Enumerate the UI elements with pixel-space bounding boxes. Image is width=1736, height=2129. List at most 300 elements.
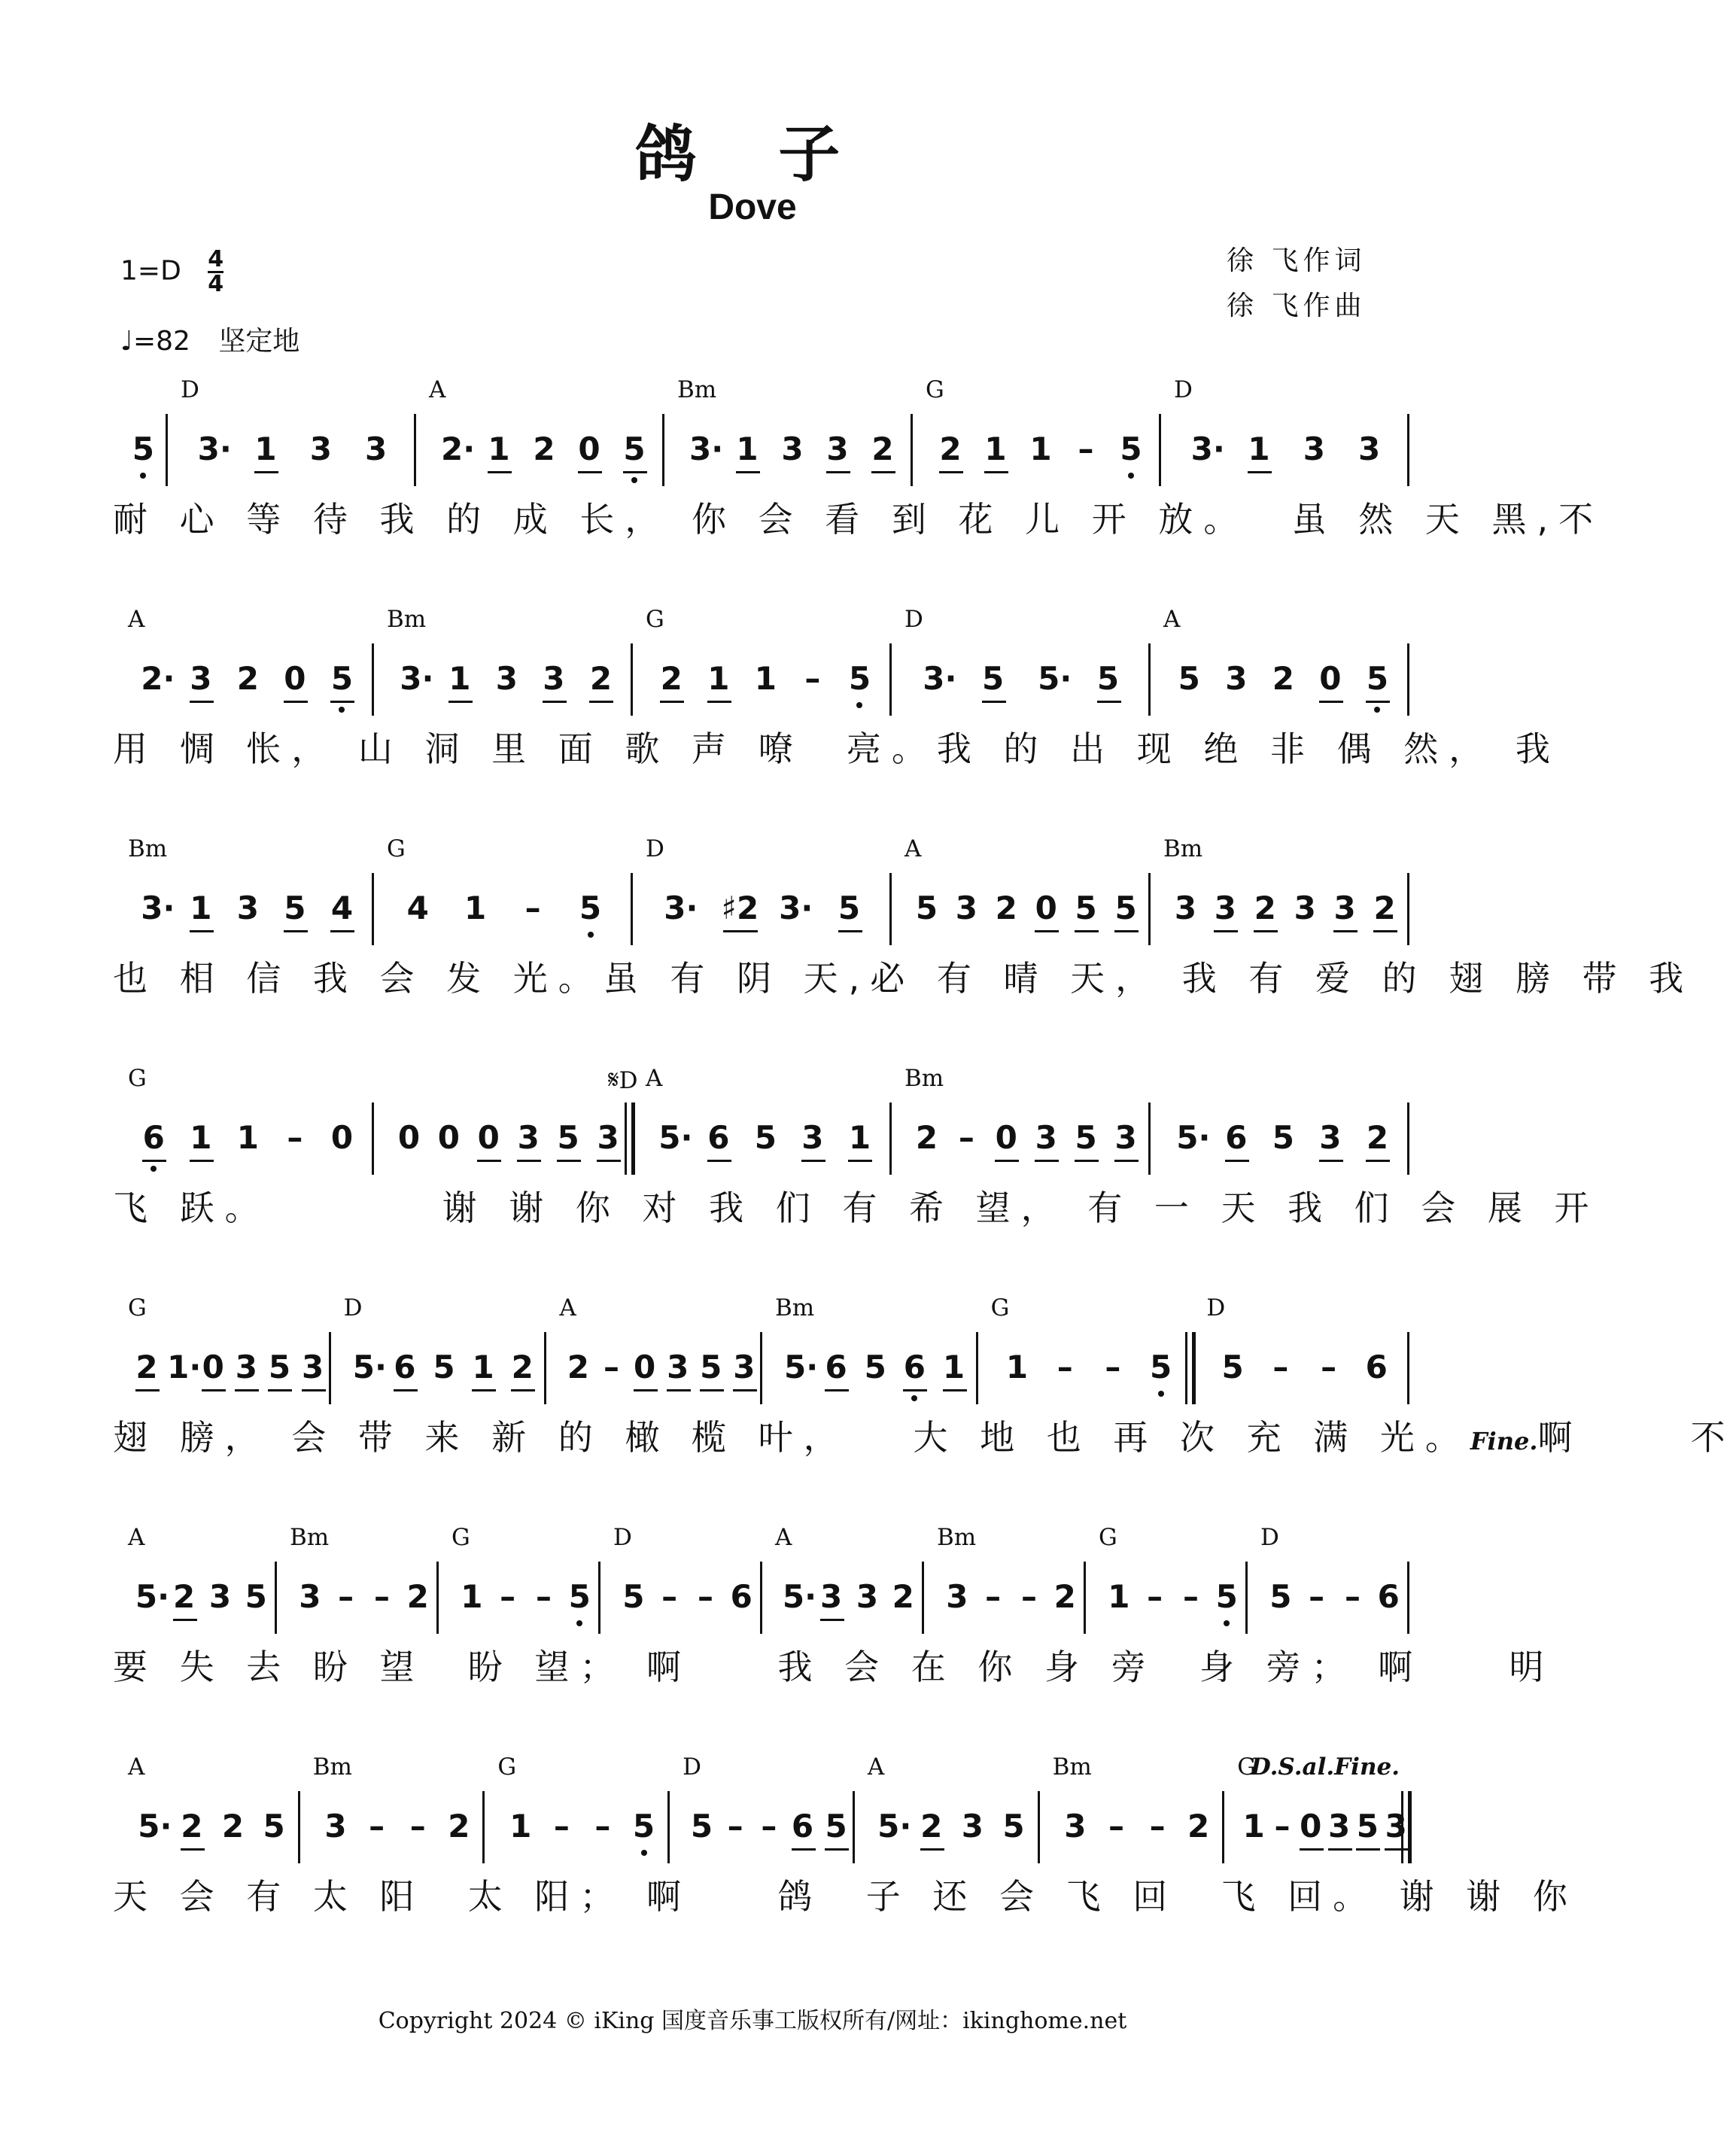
note: – <box>409 1808 426 1845</box>
note: 0 <box>397 1119 421 1156</box>
note: – <box>1309 1578 1325 1615</box>
lyric-line <box>113 1640 1555 1687</box>
time-signature-top: 4 <box>208 246 224 272</box>
note: 4 <box>406 890 429 926</box>
chord-row <box>113 835 1407 873</box>
note: 5 <box>1114 890 1137 926</box>
eighth-underline <box>920 1848 944 1851</box>
note: 2 <box>1272 660 1294 697</box>
chord-symbol: D <box>904 606 923 633</box>
note: – <box>603 1349 619 1385</box>
note: 3 <box>1319 1119 1342 1156</box>
eighth-underline <box>634 1389 658 1391</box>
note: 1 <box>461 1578 483 1615</box>
staff-system <box>113 606 1561 769</box>
note: 2 <box>173 1578 196 1615</box>
note: 0 <box>477 1119 500 1156</box>
note: 5· <box>784 1349 819 1385</box>
note: 1 <box>190 1119 212 1156</box>
note: 5 <box>848 660 871 697</box>
chord-symbol: G <box>451 1524 470 1551</box>
chord-symbol: D <box>683 1753 701 1781</box>
octave-dot <box>150 1166 157 1172</box>
barline <box>1148 1103 1151 1175</box>
ds-al-fine-marker: D.S.al.Fine. <box>1250 1753 1400 1781</box>
note: 3 <box>1225 660 1248 697</box>
note: 3· <box>400 660 434 697</box>
song-subtitle: Dove <box>708 187 797 227</box>
note: 5 <box>838 890 861 926</box>
chord-symbol: G <box>1099 1524 1117 1551</box>
note: 5 <box>568 1578 591 1615</box>
chord-symbol: A <box>429 376 446 403</box>
note: 5 <box>1215 1578 1238 1615</box>
eighth-underline <box>1248 471 1272 473</box>
eighth-underline <box>1254 930 1278 932</box>
barline <box>1148 643 1151 716</box>
barline <box>922 1562 924 1634</box>
eighth-underline <box>1356 1848 1380 1851</box>
chord-row <box>113 1524 1407 1562</box>
staff-system <box>113 1065 1600 1228</box>
double-barline <box>1401 1791 1412 1863</box>
note: 5 <box>700 1349 722 1385</box>
note: 6 <box>730 1578 752 1615</box>
note: – <box>338 1578 354 1615</box>
note: 2 <box>135 1349 158 1385</box>
tempo-mark: ♩=82 <box>120 326 190 357</box>
octave-dot <box>588 932 594 938</box>
barline <box>1222 1791 1224 1863</box>
note: 3 <box>667 1349 689 1385</box>
barline <box>1038 1791 1040 1863</box>
note: 2· <box>441 430 476 467</box>
note: 2 <box>892 1578 914 1615</box>
note: 6 <box>142 1119 165 1156</box>
note: 1 <box>984 430 1007 467</box>
barline <box>1407 873 1409 945</box>
note: 5 <box>1120 430 1142 467</box>
eighth-underline <box>1097 701 1121 703</box>
note: 5 <box>1221 1349 1244 1385</box>
note: 3 <box>1358 430 1381 467</box>
eighth-underline <box>733 1389 757 1391</box>
barline <box>298 1791 300 1863</box>
barline <box>482 1791 485 1863</box>
eighth-underline <box>995 1160 1019 1162</box>
eighth-underline <box>268 1389 292 1391</box>
octave-dot <box>631 477 637 483</box>
note: 5 <box>245 1578 267 1615</box>
chord-symbol: D <box>1174 376 1193 403</box>
chord-symbol: Bm <box>312 1753 352 1781</box>
eighth-underline <box>838 930 862 932</box>
song-title: 鸽 子 <box>634 118 871 190</box>
chord-symbol: A <box>128 606 145 633</box>
chord-symbol: A <box>646 1065 663 1092</box>
octave-dot <box>856 702 862 708</box>
note: – <box>985 1578 1002 1615</box>
note: 5· <box>352 1349 387 1385</box>
note: 3 <box>365 430 388 467</box>
eighth-underline <box>871 471 895 473</box>
barline <box>911 414 913 486</box>
lyric-line <box>113 1410 1736 1458</box>
note: 1 <box>1242 1808 1265 1845</box>
note: 5 <box>690 1808 713 1845</box>
note: 0 <box>1319 660 1342 697</box>
note: 3 <box>820 1578 843 1615</box>
lyric-line <box>113 1181 1600 1228</box>
tempo-line <box>120 320 299 358</box>
note: 3 <box>1114 1119 1137 1156</box>
note: 5 <box>1096 660 1120 697</box>
octave-dot <box>140 473 146 479</box>
lyric-line <box>113 492 1604 540</box>
eighth-underline <box>448 701 473 703</box>
chord-symbol: Bm <box>1052 1753 1092 1781</box>
note: 5· <box>1038 660 1072 697</box>
eighth-underline <box>477 1160 501 1162</box>
note: 5· <box>138 1808 172 1845</box>
barline <box>372 1103 374 1175</box>
barline <box>166 414 168 486</box>
note: 3 <box>543 660 565 697</box>
eighth-underline <box>1075 1160 1099 1162</box>
note: – <box>1020 1578 1037 1615</box>
eighth-underline <box>1328 1848 1352 1851</box>
barline <box>760 1562 762 1634</box>
eighth-underline <box>511 1389 535 1391</box>
octave-dot <box>1158 1391 1164 1397</box>
eighth-underline <box>142 1160 166 1162</box>
note: 3 <box>1303 430 1325 467</box>
barline <box>329 1332 331 1404</box>
note: 3 <box>301 1349 324 1385</box>
note: 1 <box>848 1119 871 1156</box>
note: – <box>1078 430 1094 467</box>
note: 5 <box>825 1808 847 1845</box>
note: 3 <box>309 430 332 467</box>
note: 3 <box>781 430 804 467</box>
key-label: 1=D <box>120 255 181 287</box>
chord-symbol: Bm <box>677 376 717 403</box>
chord-symbol: Bm <box>937 1524 977 1551</box>
eighth-underline <box>939 471 963 473</box>
note: 5 <box>1002 1808 1025 1845</box>
barline <box>275 1562 277 1634</box>
eighth-underline <box>472 1389 496 1391</box>
chord-symbol: D <box>1260 1524 1279 1551</box>
eighth-underline <box>792 1848 816 1851</box>
lyric-text: 翅 膀， 会 带 来 新 的 橄 榄 叶， 大 地 也 再 次 充 满 光。 <box>113 1417 1470 1458</box>
eighth-underline <box>660 701 684 703</box>
note: 3· <box>779 890 813 926</box>
eighth-underline <box>284 930 308 932</box>
eighth-underline <box>488 471 512 473</box>
note: 2 <box>915 1119 938 1156</box>
note: – <box>804 660 821 697</box>
eighth-underline <box>589 701 613 703</box>
eighth-underline <box>723 930 758 932</box>
eighth-underline <box>1333 930 1357 932</box>
staff-system <box>113 1753 1578 1917</box>
note: – <box>1321 1349 1337 1385</box>
note: – <box>1344 1578 1361 1615</box>
chord-row <box>113 1294 1407 1332</box>
eighth-underline <box>623 471 647 473</box>
note: 5 <box>1178 660 1200 697</box>
note: – <box>369 1808 385 1845</box>
note: 6 <box>1377 1578 1400 1615</box>
note: 1 <box>488 430 510 467</box>
note: – <box>287 1119 303 1156</box>
chord-symbol: Bm <box>387 606 427 633</box>
note: 5· <box>782 1578 817 1615</box>
chord-symbol: G <box>990 1294 1010 1322</box>
note: 1 <box>1108 1578 1130 1615</box>
lyric-text: 也 相 信 我 会 发 光。虽 有 阴 天,必 有 晴 天， 我 有 爱 的 翅 膀 带 我 <box>113 958 1695 999</box>
lyric-text: 要 失 去 盼 望 盼 望； 啊 我 会 在 你 身 旁 身 旁； 啊 明 <box>113 1647 1555 1687</box>
barline <box>372 873 374 945</box>
barline <box>1148 873 1151 945</box>
octave-dot <box>1224 1620 1230 1626</box>
chord-symbol: D <box>613 1524 632 1551</box>
note: 2 <box>871 430 894 467</box>
note: 3 <box>826 430 849 467</box>
lyric-line <box>113 722 1561 769</box>
note: 3 <box>236 890 259 926</box>
note: 3 <box>517 1119 540 1156</box>
note: 2 <box>236 660 259 697</box>
note: 6 <box>791 1808 814 1845</box>
chord-symbol: G <box>926 376 944 403</box>
octave-dot <box>339 707 345 713</box>
note: 2 <box>920 1808 943 1845</box>
note: 3 <box>1385 1808 1407 1845</box>
note: 3 <box>299 1578 321 1615</box>
eighth-underline <box>825 1848 849 1851</box>
notation-staff <box>113 1791 1407 1869</box>
note: 3· <box>141 890 175 926</box>
note: 0 <box>995 1119 1017 1156</box>
barline <box>436 1562 439 1634</box>
chord-row <box>113 1065 1407 1103</box>
note: 3 <box>955 890 977 926</box>
octave-dot <box>1374 707 1380 713</box>
note: 3 <box>597 1119 619 1156</box>
eighth-underline <box>597 1160 621 1162</box>
eighth-underline <box>1035 930 1059 932</box>
note: 5 <box>632 1808 655 1845</box>
note: 5 <box>132 430 154 467</box>
note: – <box>1147 1578 1163 1615</box>
note: – <box>1105 1349 1121 1385</box>
note: 5 <box>1150 1349 1172 1385</box>
note: 3 <box>733 1349 756 1385</box>
barline <box>414 414 416 486</box>
barline <box>1407 1103 1409 1175</box>
eighth-underline <box>943 1389 967 1391</box>
eighth-underline <box>848 1160 872 1162</box>
note: 5 <box>623 430 646 467</box>
staff-system <box>113 1294 1736 1458</box>
eighth-underline <box>736 471 760 473</box>
note: 3· <box>197 430 232 467</box>
note: 2 <box>406 1578 429 1615</box>
note: 2 <box>995 890 1017 926</box>
note: 2 <box>1366 1119 1389 1156</box>
eighth-underline <box>181 1848 205 1851</box>
note: – <box>500 1578 516 1615</box>
note: – <box>1149 1808 1166 1845</box>
note: 5· <box>658 1119 693 1156</box>
barline <box>1245 1562 1248 1634</box>
chord-row <box>113 1753 1407 1791</box>
eighth-underline <box>173 1619 197 1621</box>
note: 1 <box>942 1349 965 1385</box>
note: – <box>594 1808 611 1845</box>
note: 5 <box>1272 1119 1294 1156</box>
barline <box>1159 414 1161 486</box>
note: 3· <box>1190 430 1225 467</box>
note: 5 <box>982 660 1005 697</box>
note: 2 <box>221 1808 245 1845</box>
notation-staff <box>113 873 1407 951</box>
copyright-footer: Copyright 2024 © iKing 国度音乐事工版权所有/网址：ikinghome.net <box>378 2008 1127 2034</box>
octave-dot <box>576 1620 582 1626</box>
barline <box>1407 643 1409 716</box>
note: 3 <box>946 1578 968 1615</box>
chord-symbol: Bm <box>904 1065 944 1092</box>
chord-symbol: Bm <box>290 1524 330 1551</box>
lyric-text-tail: 啊 不 <box>1537 1417 1736 1458</box>
barline <box>598 1562 600 1634</box>
staff-system <box>113 376 1604 540</box>
chord-symbol: A <box>867 1753 885 1781</box>
note: 3 <box>856 1578 879 1615</box>
note: 5 <box>1075 1119 1097 1156</box>
barline <box>372 643 374 716</box>
note: – <box>661 1578 678 1615</box>
note: 0 <box>1035 890 1057 926</box>
eighth-underline <box>190 701 214 703</box>
note: 5 <box>268 1349 291 1385</box>
chord-symbol: A <box>128 1524 145 1551</box>
note: 5 <box>433 1349 455 1385</box>
barline <box>889 1103 892 1175</box>
note: 5· <box>135 1578 170 1615</box>
lyric-text: 天 会 有 太 阳 太 阳； 啊 鸽 子 还 会 飞 回 飞 回。 谢 谢 你 <box>113 1876 1578 1917</box>
note: 2· <box>141 660 175 697</box>
note: 5 <box>1269 1578 1292 1615</box>
note: 1 <box>1029 430 1052 467</box>
note: – <box>553 1808 570 1845</box>
eighth-underline <box>284 701 308 703</box>
chord-symbol: G <box>646 606 664 633</box>
note: – <box>524 890 541 926</box>
note: 5 <box>754 1119 777 1156</box>
note: 3 <box>1327 1808 1351 1845</box>
note: 5· <box>877 1808 912 1845</box>
lyric-text: 飞 跃。 谢 谢 你 对 我 们 有 希 望， 有 一 天 我 们 会 展 开 <box>113 1188 1600 1228</box>
note: 1 <box>736 430 759 467</box>
note: 6 <box>1365 1349 1388 1385</box>
lyric-text: 用 惆 怅， 山 洞 里 面 歌 声 嘹 亮。我 的 出 现 绝 非 偶 然， 我 <box>113 728 1561 769</box>
note: 3· <box>664 890 698 926</box>
note: 3 <box>190 660 212 697</box>
note: 6 <box>1225 1119 1248 1156</box>
chord-symbol: Bm <box>1163 835 1203 862</box>
note: 3 <box>1174 890 1197 926</box>
notation-staff <box>113 643 1407 722</box>
chord-symbol: A <box>1163 606 1181 633</box>
note: 2 <box>511 1349 534 1385</box>
eighth-underline <box>1114 930 1139 932</box>
octave-dot <box>1128 473 1134 479</box>
barline <box>1407 414 1409 486</box>
time-signature-bottom: 4 <box>208 271 224 297</box>
note: 3· <box>689 430 724 467</box>
note: 1 <box>707 660 730 697</box>
chord-symbol: G <box>128 1065 147 1092</box>
eighth-underline <box>700 1389 724 1391</box>
note: 0 <box>437 1119 460 1156</box>
barline <box>1084 1562 1086 1634</box>
eighth-underline <box>557 1160 581 1162</box>
note: – <box>761 1808 777 1845</box>
note: 3 <box>1333 890 1356 926</box>
eighth-underline <box>826 471 850 473</box>
note: 1 <box>472 1349 494 1385</box>
chord-symbol: D <box>646 835 664 862</box>
note: 5 <box>284 890 306 926</box>
eighth-underline <box>825 1389 849 1391</box>
lyric-line <box>113 1869 1578 1917</box>
note: – <box>535 1578 552 1615</box>
eighth-underline <box>1300 1848 1324 1851</box>
chord-symbol: Bm <box>128 835 168 862</box>
eighth-underline <box>394 1389 418 1391</box>
note: 1 <box>254 430 277 467</box>
note: 5 <box>579 890 602 926</box>
barline <box>631 873 633 945</box>
eighth-underline <box>302 1389 326 1391</box>
double-barline <box>1185 1332 1196 1404</box>
eighth-underline <box>1319 1160 1343 1162</box>
note: 3 <box>1294 890 1316 926</box>
chord-symbol: A <box>128 1753 145 1781</box>
note: 5 <box>557 1119 579 1156</box>
chord-symbol: G <box>387 835 406 862</box>
note: 1 <box>190 890 212 926</box>
segno-sign: 𝄋 <box>608 1065 619 1095</box>
note: – <box>1272 1349 1289 1385</box>
eighth-underline <box>801 1160 825 1162</box>
note: 2 <box>589 660 613 697</box>
chord-row <box>113 606 1407 643</box>
barline <box>1407 1332 1409 1404</box>
notation-staff <box>113 414 1407 492</box>
eighth-underline <box>1319 701 1343 703</box>
lyric-text: 耐 心 等 待 我 的 成 长， 你 会 看 到 花 儿 开 放。 虽 然 天 黑,不 <box>113 499 1604 540</box>
eighth-underline <box>820 1619 844 1621</box>
octave-dot <box>911 1395 917 1401</box>
note: 0 <box>202 1349 224 1385</box>
note: 1 <box>1248 430 1270 467</box>
eighth-underline <box>1035 1160 1059 1162</box>
note: 5 <box>1366 660 1389 697</box>
